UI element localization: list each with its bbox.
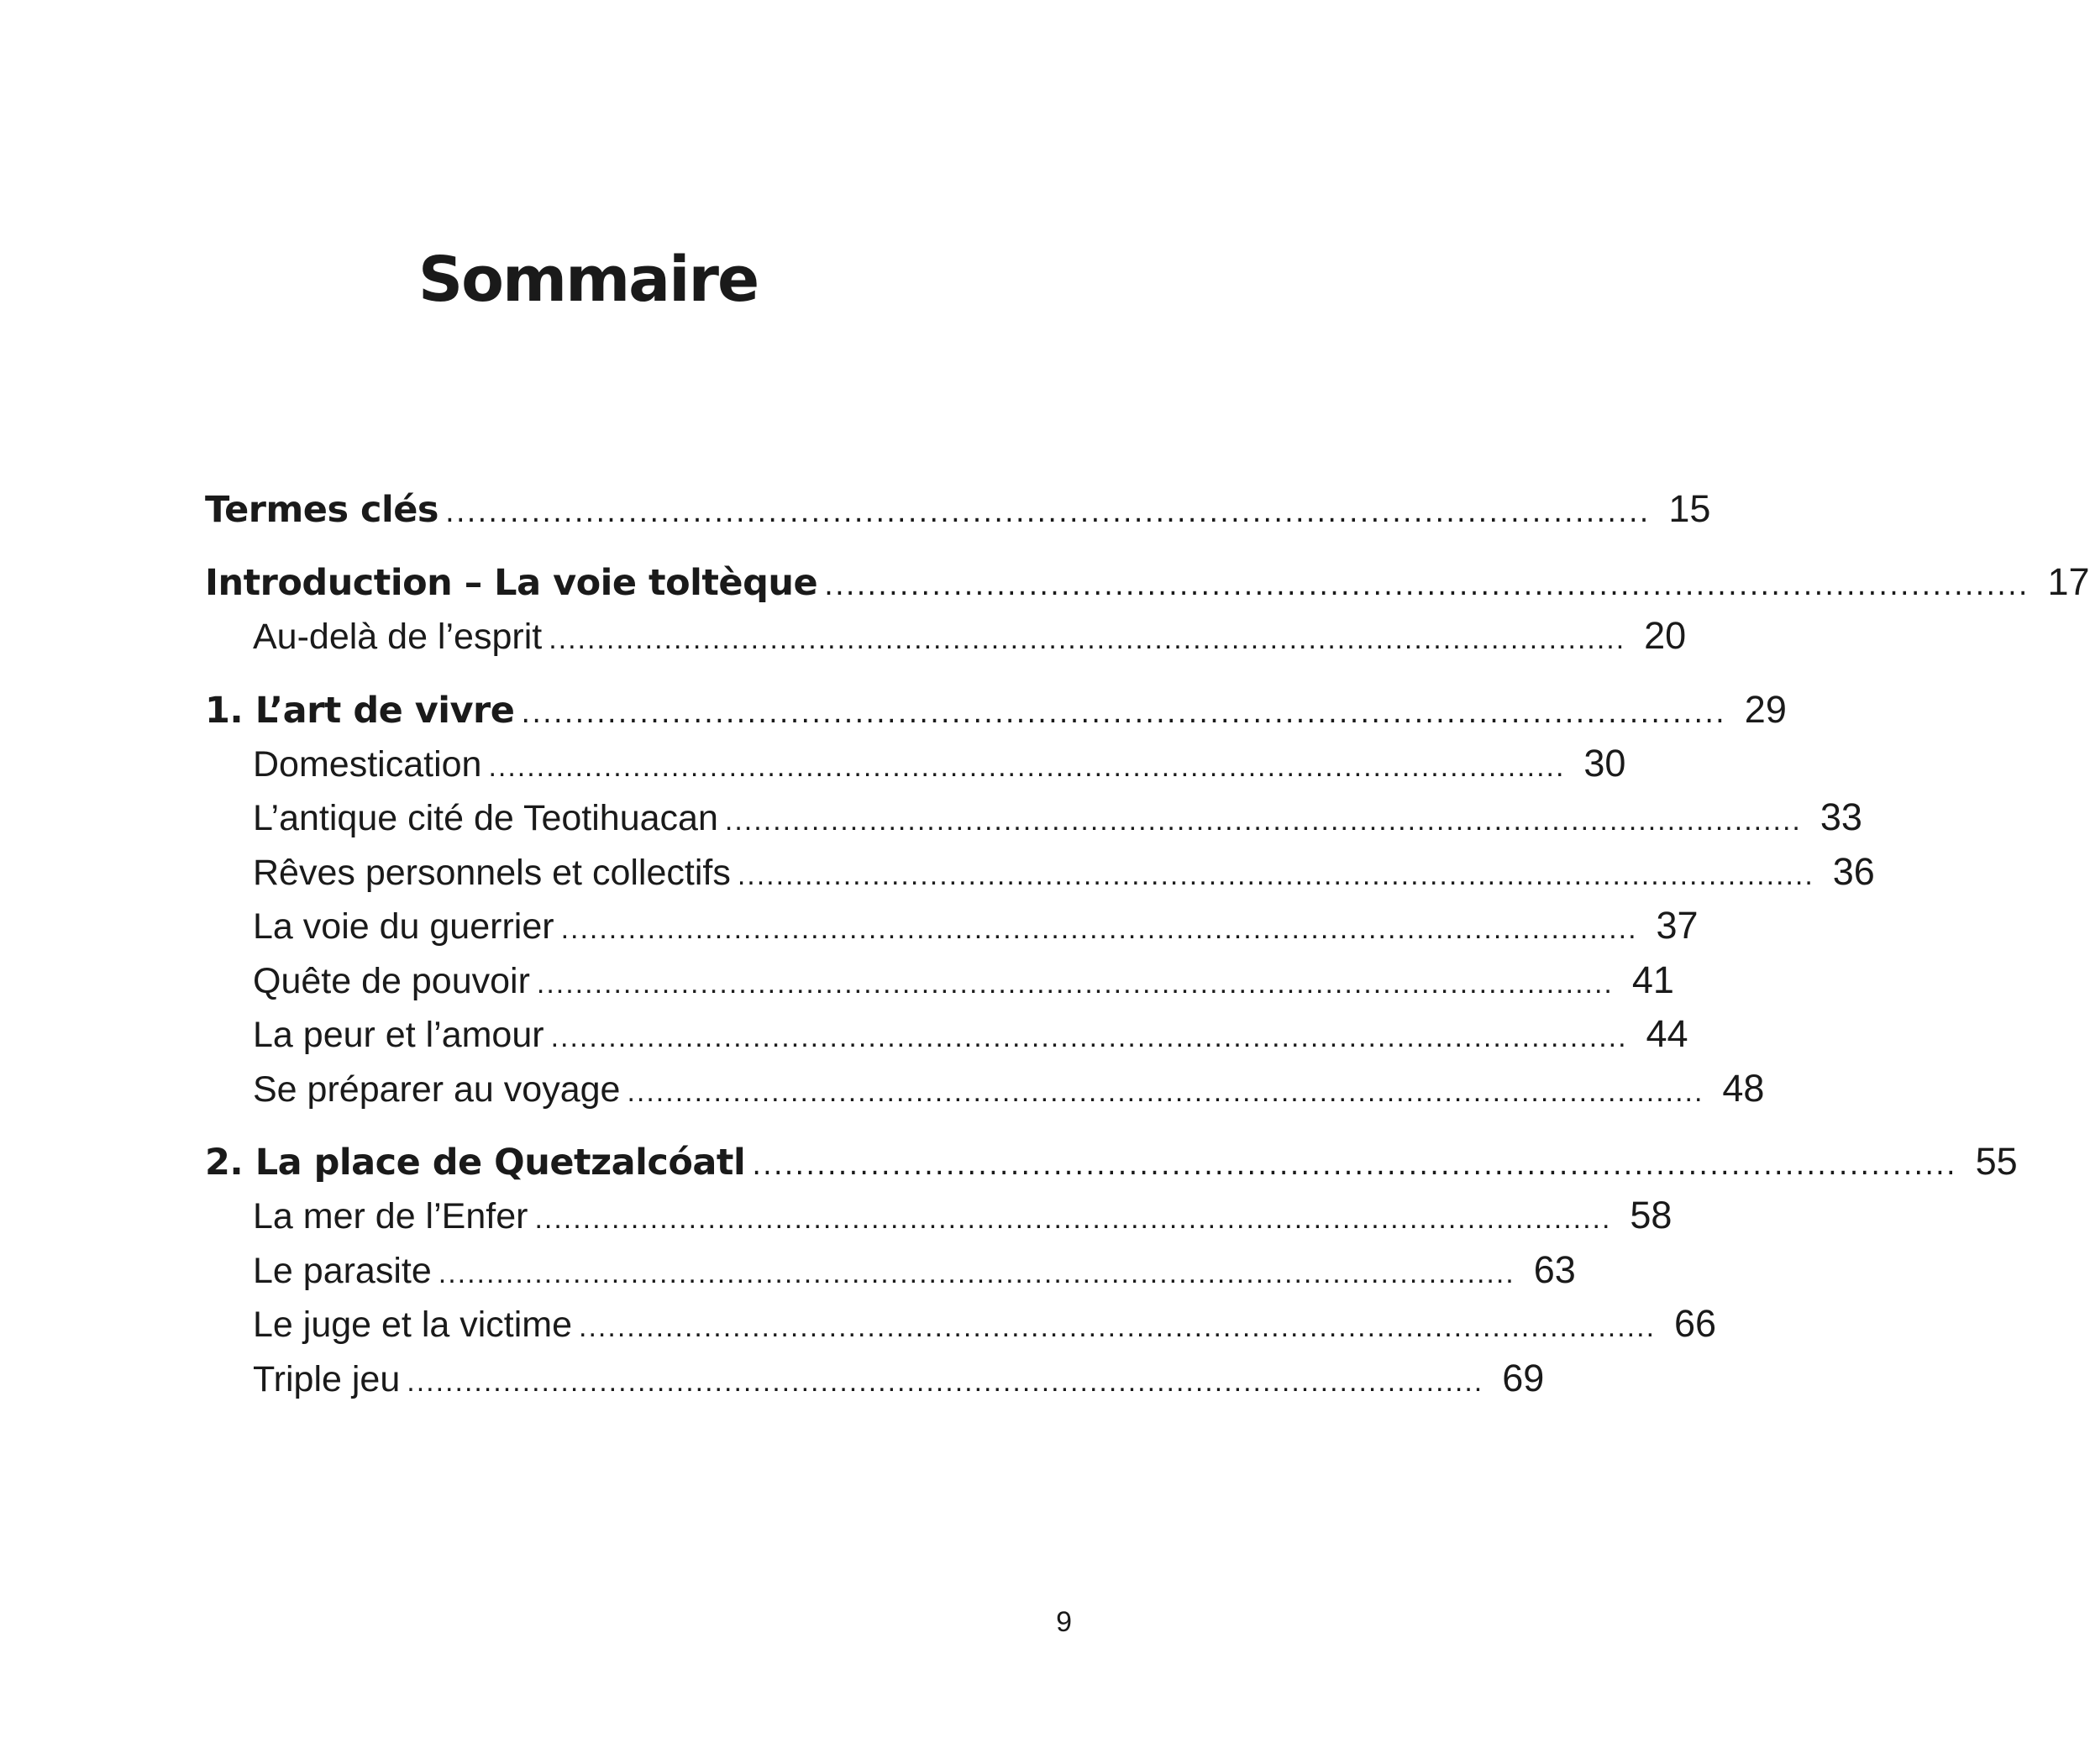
- dot-leader: ................................................................................................................: [438, 1257, 1515, 1289]
- toc-entry-triple-jeu: [205, 1353, 1545, 1408]
- dot-leader: ................................................................................................................: [549, 623, 1626, 655]
- toc-entry-se-preparer: [205, 1063, 1765, 1118]
- toc-entry-page: 63: [1533, 1247, 1576, 1291]
- dot-leader: ................................................................................................................: [579, 1311, 1657, 1343]
- toc-entry-chapter-1: [205, 685, 1787, 738]
- dot-leader: ................................................................................................................: [488, 750, 1566, 783]
- toc-entry-teotihuacan: [205, 792, 1862, 847]
- toc-entry-label: Le parasite: [253, 1250, 432, 1291]
- page-number: 9: [1056, 1606, 1072, 1638]
- toc-entry-domestication: [205, 738, 1626, 793]
- dot-leader: ................................................................................................................: [445, 496, 1651, 529]
- toc-entry-page: 48: [1722, 1066, 1765, 1110]
- toc-entry-label: Le juge et la victime: [253, 1305, 573, 1345]
- page-title: Sommaire: [417, 244, 759, 316]
- dot-leader: ................................................................................................................: [536, 967, 1614, 1000]
- toc-entry-label: Termes clés: [205, 489, 439, 531]
- dot-leader: ................................................................................................................: [724, 805, 1802, 837]
- toc-entry-voie-du-guerrier: [205, 900, 1699, 955]
- toc-entry-introduction: [205, 557, 2090, 611]
- toc-entry-quete-de-pouvoir: [205, 955, 1674, 1010]
- toc-entry-page: 41: [1631, 958, 1674, 1001]
- dot-leader: ................................................................................................................: [560, 913, 1638, 945]
- dot-leader: ................................................................................................................: [550, 1021, 1628, 1053]
- toc-entry-label: 1. L’art de vivre: [205, 689, 515, 732]
- table-of-contents: [205, 484, 2090, 1407]
- toc-entry-page: 36: [1832, 849, 1875, 893]
- toc-entry-peur-et-amour: [205, 1009, 1688, 1063]
- dot-leader: ................................................................................................................: [534, 1203, 1612, 1235]
- toc-entry-juge-et-victime: [205, 1299, 1717, 1353]
- toc-entry-page: 17: [2047, 560, 2090, 603]
- toc-entry-label: Quête de pouvoir: [253, 960, 530, 1001]
- toc-entry-mer-de-l-enfer: [205, 1190, 1673, 1245]
- toc-entry-label: L’antique cité de Teotihuacan: [253, 798, 718, 838]
- toc-entry-termes-cles: [205, 484, 1711, 538]
- toc-entry-label: Domestication: [253, 743, 482, 785]
- toc-entry-label: Introduction – La voie toltèque: [205, 562, 818, 604]
- toc-entry-reves: [205, 847, 1875, 901]
- dot-leader: ................................................................................................................: [737, 858, 1814, 891]
- toc-entry-page: 69: [1502, 1356, 1545, 1399]
- toc-entry-page: 55: [1975, 1140, 2018, 1183]
- toc-entry-label: La mer de l’Enfer: [253, 1196, 528, 1236]
- toc-entry-page: 29: [1744, 687, 1787, 731]
- toc-entry-page: 33: [1820, 795, 1862, 838]
- toc-entry-label: Rêves personnels et collectifs: [253, 852, 731, 893]
- toc-entry-page: 66: [1673, 1302, 1717, 1345]
- dot-leader: ................................................................................................................: [752, 1148, 1957, 1182]
- toc-entry-au-dela-de-l-esprit: [205, 611, 1687, 665]
- toc-entry-label: 2. La place de Quetzalcóatl: [205, 1142, 746, 1184]
- toc-entry-page: 15: [1668, 487, 1711, 530]
- dot-leader: ................................................................................................................: [824, 569, 2030, 602]
- toc-entry-page: 37: [1656, 904, 1699, 947]
- toc-entry-label: La peur et l’amour: [253, 1015, 544, 1055]
- toc-entry-label: La voie du guerrier: [253, 906, 554, 947]
- toc-entry-page: 44: [1646, 1012, 1688, 1055]
- toc-entry-label: Triple jeu: [253, 1358, 401, 1399]
- dot-leader: ................................................................................................................: [407, 1365, 1484, 1398]
- toc-entry-label: Au-delà de l’esprit: [253, 617, 543, 657]
- toc-entry-le-parasite: [205, 1245, 1576, 1299]
- dot-leader: ................................................................................................................: [627, 1075, 1704, 1108]
- toc-entry-page: 30: [1583, 741, 1626, 785]
- toc-entry-chapter-2: [205, 1137, 2018, 1190]
- toc-entry-label: Se préparer au voyage: [253, 1068, 621, 1110]
- toc-entry-page: 58: [1630, 1194, 1673, 1236]
- toc-entry-page: 20: [1644, 614, 1687, 657]
- dot-leader: ................................................................................................................: [521, 696, 1726, 730]
